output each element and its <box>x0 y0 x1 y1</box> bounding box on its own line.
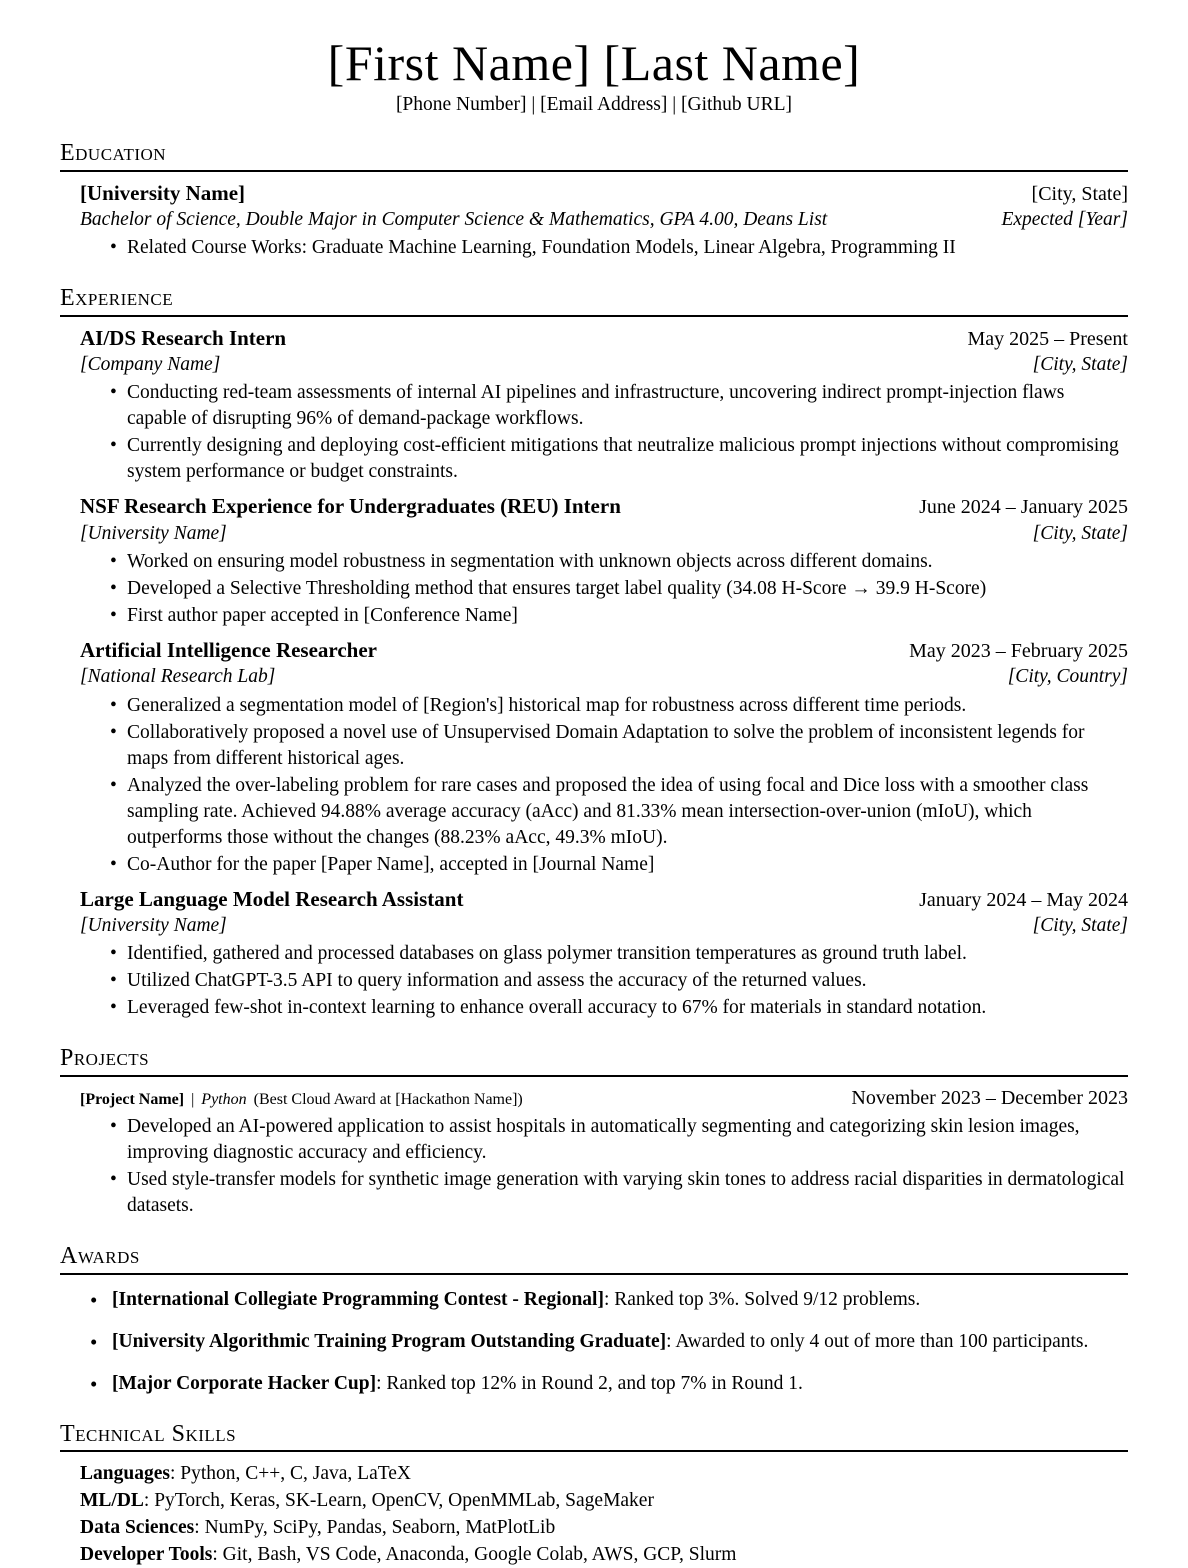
bullet-point: • Analyzed the over-labeling problem for rare cases and proposed the idea of using focal and Dice loss with a smoother class sampling rate. Achieved 94.88% average accuracy (aAcc) and 81.33% mean intersection-over-union (mIoU), which outperforms those without the changes (88.23% aAcc, 49.3% mIoU). <box>127 773 1128 851</box>
role-title: Artificial Intelligence Researcher <box>80 638 378 663</box>
section-title-technical-skills: Technical Skills <box>60 1421 1128 1453</box>
experience-entry-sub <box>80 913 1128 938</box>
award-name: [University Algorithmic Training Program Outstanding Graduate] <box>112 1330 667 1352</box>
organization-name: [University Name] <box>80 915 227 937</box>
experience-bullet-list <box>80 941 1128 1021</box>
experience-entry-head <box>80 493 1128 520</box>
experience-entry-head <box>80 325 1128 352</box>
award-item <box>112 1287 1128 1313</box>
project-entry <box>80 1085 1128 1219</box>
skills-category-label: Developer Tools <box>80 1544 213 1566</box>
expected-year: Expected [Year] <box>1001 208 1128 230</box>
section-title-projects: Projects <box>60 1045 1128 1077</box>
date-range: May 2023 – February 2025 <box>909 640 1128 663</box>
award-description: : Ranked top 3%. Solved 9/12 problems. <box>603 1288 921 1310</box>
experience-entry-sub <box>80 664 1128 689</box>
degree-text: Bachelor of Science, Double Major in Computer Science & Mathematics, GPA 4.00, Deans List <box>80 208 828 230</box>
awards-list <box>60 1287 1128 1397</box>
skills-row <box>80 1541 1128 1568</box>
award-name: [International Collegiate Programming Contest - Regional] <box>112 1288 604 1310</box>
project-entry-head <box>80 1085 1128 1111</box>
section-title-education: Education <box>60 140 1128 172</box>
resume-header <box>60 36 1128 116</box>
skills-list: : NumPy, SciPy, Pandas, Seaborn, MatPlotLib <box>194 1517 556 1539</box>
project-name: [Project Name] <box>80 1090 185 1108</box>
experience-entry-head <box>80 637 1128 664</box>
entry-location: [City, State] <box>1032 915 1128 937</box>
experience-entry <box>80 886 1128 1022</box>
bullet-point: • Generalized a segmentation model of [Region's] historical map for robustness across different time periods. <box>127 693 1128 719</box>
section-projects <box>60 1045 1128 1219</box>
contact-line: [Phone Number] | [Email Address] | [Github URL] <box>395 94 793 115</box>
education-entry-head <box>80 180 1128 207</box>
experience-bullet-list <box>80 549 1128 629</box>
bullet-point: • Identified, gathered and processed databases on glass polymer transition temperatures as ground truth label. <box>127 941 1128 967</box>
experience-bullet-list <box>80 693 1128 878</box>
education-entry <box>80 180 1128 262</box>
date-range: May 2025 – Present <box>967 327 1128 350</box>
organization-name: [National Research Lab] <box>80 666 276 688</box>
bullet-point: • Leveraged few-shot in-context learning to enhance overall accuracy to 67% for materials in standard notation. <box>127 995 1128 1021</box>
bullet-point: • Developed a Selective Thresholding method that ensures target label quality (34.08 H-Score → 39.9 H-Score) <box>127 576 1128 602</box>
bullet-point: • Conducting red-team assessments of internal AI pipelines and infrastructure, uncovering indirect prompt-injection flaws capable of disrupting 96% of demand-package workflows. <box>127 380 1128 432</box>
skills-list: : Python, C++, C, Java, LaTeX <box>169 1463 412 1485</box>
award-name: [Major Corporate Hacker Cup] <box>112 1372 377 1394</box>
role-title: Large Language Model Research Assistant <box>80 886 464 911</box>
entry-location: [City, Country] <box>1007 666 1128 688</box>
university-name: [University Name] <box>80 180 246 205</box>
award-item <box>112 1329 1128 1355</box>
role-title: AI/DS Research Intern <box>80 325 287 350</box>
experience-entry <box>80 637 1128 878</box>
education-location: [City, State] <box>1031 182 1128 205</box>
skills-row <box>80 1460 1128 1487</box>
project-tech: Python <box>201 1090 247 1108</box>
project-award-note: (Best Cloud Award at [Hackathon Name]) <box>253 1090 523 1108</box>
education-degree-row <box>80 207 1128 232</box>
skills-list: : PyTorch, Keras, SK-Learn, OpenCV, OpenMMLab, SageMaker <box>143 1490 654 1512</box>
candidate-name: [First Name] [Last Name] <box>327 35 861 91</box>
bullet-point: • Utilized ChatGPT-3.5 API to query information and assess the accuracy of the returned values. <box>127 968 1128 994</box>
section-experience <box>60 285 1128 1021</box>
experience-entry <box>80 493 1128 629</box>
skills-block <box>80 1460 1128 1568</box>
skills-category-label: Data Sciences <box>80 1517 195 1539</box>
skills-row <box>80 1514 1128 1541</box>
education-bullet-list <box>80 235 1128 261</box>
role-title: NSF Research Experience for Undergraduates (REU) Intern <box>80 494 621 519</box>
experience-entry-head <box>80 886 1128 913</box>
skills-row <box>80 1487 1128 1514</box>
date-range: November 2023 – December 2023 <box>851 1086 1128 1109</box>
award-description: : Awarded to only 4 out of more than 100 participants. <box>666 1330 1089 1352</box>
bullet-point: • First author paper accepted in [Conference Name] <box>127 603 1128 629</box>
bullet-point: • Currently designing and deploying cost-efficient mitigations that neutralize malicious prompt injections without compromising system performance or budget constraints. <box>127 433 1128 485</box>
experience-entry-sub <box>80 352 1128 377</box>
date-range: June 2024 – January 2025 <box>919 496 1128 519</box>
section-technical-skills <box>60 1421 1128 1568</box>
skills-category-label: ML/DL <box>80 1490 144 1512</box>
entry-location: [City, State] <box>1032 354 1128 376</box>
section-awards <box>60 1243 1128 1397</box>
entry-location: [City, State] <box>1032 522 1128 544</box>
skills-category-label: Languages <box>80 1463 170 1485</box>
bullet-point: • Worked on ensuring model robustness in segmentation with unknown objects across different domains. <box>127 549 1128 575</box>
organization-name: [University Name] <box>80 522 227 544</box>
award-item <box>112 1371 1128 1397</box>
experience-bullet-list <box>80 380 1128 485</box>
experience-entry-sub <box>80 521 1128 546</box>
bullet-point: • Developed an AI-powered application to assist hospitals in automatically segmenting and categorizing skin lesion images, improving diagnostic accuracy and efficiency. <box>127 1114 1128 1166</box>
bullet-point: • Collaboratively proposed a novel use of Unsupervised Domain Adaptation to solve the problem of inconsistent legends for maps from different historical ages. <box>127 720 1128 772</box>
bullet-point: • Related Course Works: Graduate Machine Learning, Foundation Models, Linear Algebra, Programming II <box>127 235 1128 261</box>
bullet-point: • Co-Author for the paper [Paper Name], accepted in [Journal Name] <box>127 852 1128 878</box>
organization-name: [Company Name] <box>80 354 221 376</box>
project-bullet-list <box>80 1114 1128 1219</box>
section-education <box>60 140 1128 261</box>
award-description: : Ranked top 12% in Round 2, and top 7% in Round 1. <box>376 1372 803 1394</box>
section-title-awards: Awards <box>60 1243 1128 1275</box>
skills-list: : Git, Bash, VS Code, Anaconda, Google Colab, AWS, GCP, Slurm <box>212 1544 737 1566</box>
experience-entry <box>80 325 1128 486</box>
project-separator: | <box>191 1090 195 1108</box>
project-title-line <box>80 1091 523 1109</box>
section-title-experience: Experience <box>60 285 1128 317</box>
date-range: January 2024 – May 2024 <box>919 888 1128 911</box>
bullet-point: • Used style-transfer models for synthetic image generation with varying skin tones to address racial disparities in dermatological datasets. <box>127 1167 1128 1219</box>
